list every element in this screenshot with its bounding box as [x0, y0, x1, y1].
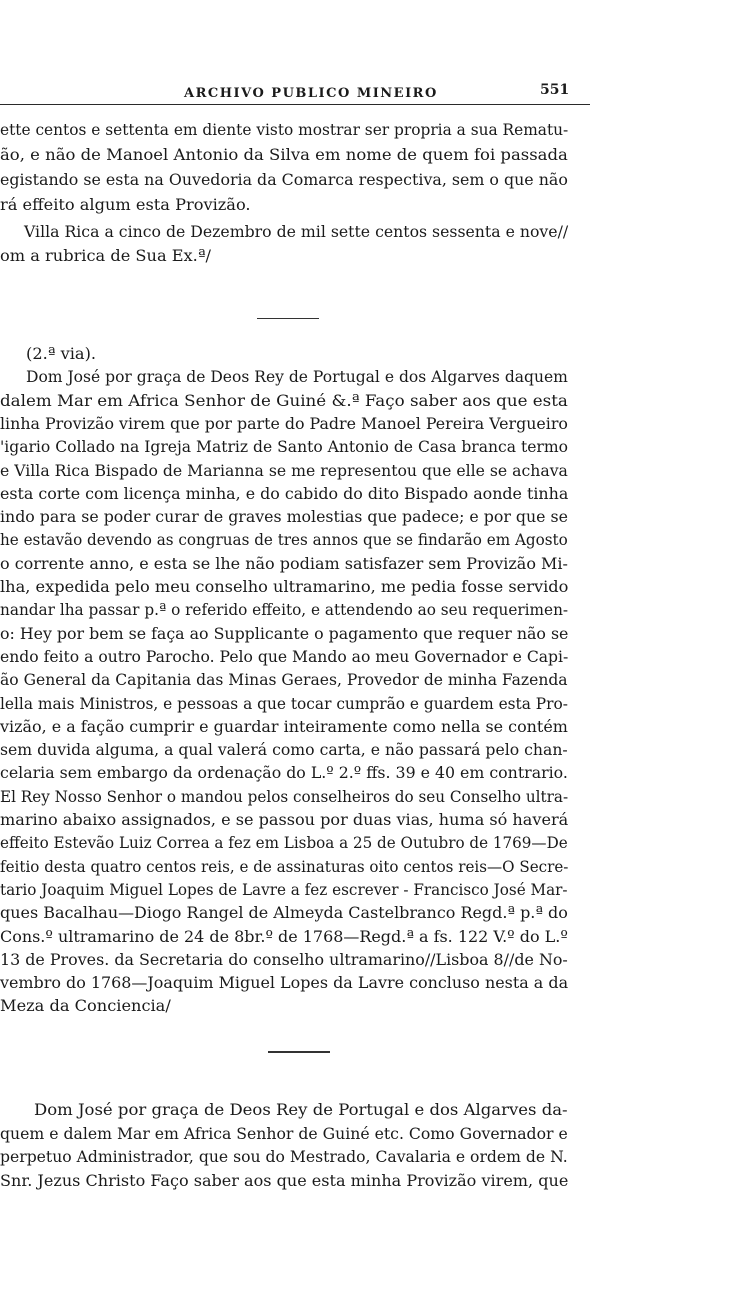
text-line: lha, expedida pelo meu conselho ultramarino, me pedia fosse servido — [0, 577, 569, 596]
text-line: perpetuo Administrador, que sou do Mestrado, Cavalaria e ordem de N. — [0, 1147, 568, 1167]
header-rule — [0, 104, 590, 105]
text-line: he estavão devendo as congruas de tres annos que se findarão em Agosto — [0, 530, 568, 550]
text-line: rá effeito algum esta Provizão. — [0, 195, 251, 214]
text-line: ão, e não de Manoel Antonio da Silva em nome de quem foi passada — [0, 145, 568, 164]
text-line: feitio desta quatro centos reis, e de assinaturas oito centos reis—O Secre- — [0, 856, 569, 876]
text-line: Dom José por graça de Deos Rey de Portugal e dos Algarves daquem — [26, 367, 568, 387]
separator-rule-1 — [257, 318, 319, 319]
text-line: El Rey Nosso Senhor o mandou pelos conselheiros do seu Conselho ultra- — [0, 786, 569, 806]
text-line: Snr. Jezus Christo Faço saber aos que esta minha Provizão virem, que — [0, 1170, 569, 1190]
text-line: 13 de Proves. da Secretaria do conselho ultramarino//Lisboa 8//de No- — [0, 949, 568, 969]
text-line: lella mais Ministros, e pessoas a que tocar cumprão e guardem esta Pro- — [0, 693, 568, 713]
text-line: o: Hey por bem se faça ao Supplicante o pagamento que requer não se — [0, 623, 569, 643]
text-line: vembro do 1768—Joaquim Miguel Lopes da Lavre concluso nesta a da — [0, 973, 569, 993]
text-line: quem e dalem Mar em Africa Senhor de Guiné etc. Como Governador e — [0, 1123, 568, 1143]
text-line: tario Joaquim Miguel Lopes de Lavre a fez escrever - Francisco José Mar- — [0, 879, 568, 899]
text-line: vizão, e a fação cumprir e guardar inteiramente como nella se contém — [0, 716, 568, 736]
text-line: esta corte com licença minha, e do cabido do dito Bispado aonde tinha — [0, 483, 569, 503]
text-line: egistando se esta na Ouvedoria da Comarca respectiva, sem o que não — [0, 170, 568, 189]
text-line: indo para se poder curar de graves molestias que padece; e por que se — [0, 507, 568, 527]
text-line: linha Provizão virem que por parte do Padre Manoel Pereira Vergueiro — [0, 413, 568, 433]
text-line: nandar lha passar p.ª o referido effeito, e attendendo ao seu requerimen- — [0, 600, 569, 620]
text-line: 'igario Collado na Igreja Matriz de Santo Antonio de Casa branca termo — [0, 437, 568, 457]
text-line: e Villa Rica Bispado de Marianna se me representou que elle se achava — [0, 460, 568, 480]
text-line: Dom José por graça de Deos Rey de Portugal e dos Algarves da- — [34, 1100, 568, 1119]
text-line: effeito Estevão Luiz Correa a fez em Lisboa a 25 de Outubro de 1769—De — [0, 833, 568, 853]
text-line: celaria sem embargo da ordenação do L.º 2.º ffs. 39 e 40 em contrario. — [0, 763, 568, 783]
text-line: ques Bacalhau—Diogo Rangel de Almeyda Castelbranco Regd.ª p.ª do — [0, 903, 568, 923]
separator-rule-2 — [268, 1051, 330, 1053]
text-line: om a rubrica de Sua Ex.ª/ — [0, 246, 211, 265]
page-number: 551 — [540, 82, 570, 98]
page-header — [0, 82, 600, 108]
text-line: dalem Mar em Africa Senhor de Guiné &.ª Faço saber aos que esta — [0, 390, 568, 410]
copy-label: (2.ª via). — [26, 344, 97, 363]
text-line: o corrente anno, e esta se lhe não podiam satisfazer sem Provizão Mi- — [0, 553, 568, 573]
text-line: endo feito a outro Parocho. Pelo que Mando ao meu Governador e Capi- — [0, 646, 569, 666]
text-line: Meza da Conciencia/ — [0, 996, 171, 1016]
text-line: marino abaixo assignados, e se passou por duas vias, huma só haverá — [0, 810, 569, 829]
running-title: ARCHIVO PUBLICO MINEIRO — [184, 86, 438, 101]
text-line: sem duvida alguma, a qual valerá como carta, e não passará pelo chan- — [0, 740, 568, 760]
text-line: Villa Rica a cinco de Dezembro de mil sette centos sessenta e nove// — [24, 222, 569, 241]
text-line: Cons.º ultramarino de 24 de 8br.º de 1768—Regd.ª a fs. 122 V.º do L.º — [0, 926, 568, 946]
text-line: ão General da Capitania das Minas Geraes, Provedor de minha Fazenda — [0, 670, 568, 690]
text-line: ette centos e settenta em diente visto mostrar ser propria a sua Rematu- — [0, 120, 569, 139]
